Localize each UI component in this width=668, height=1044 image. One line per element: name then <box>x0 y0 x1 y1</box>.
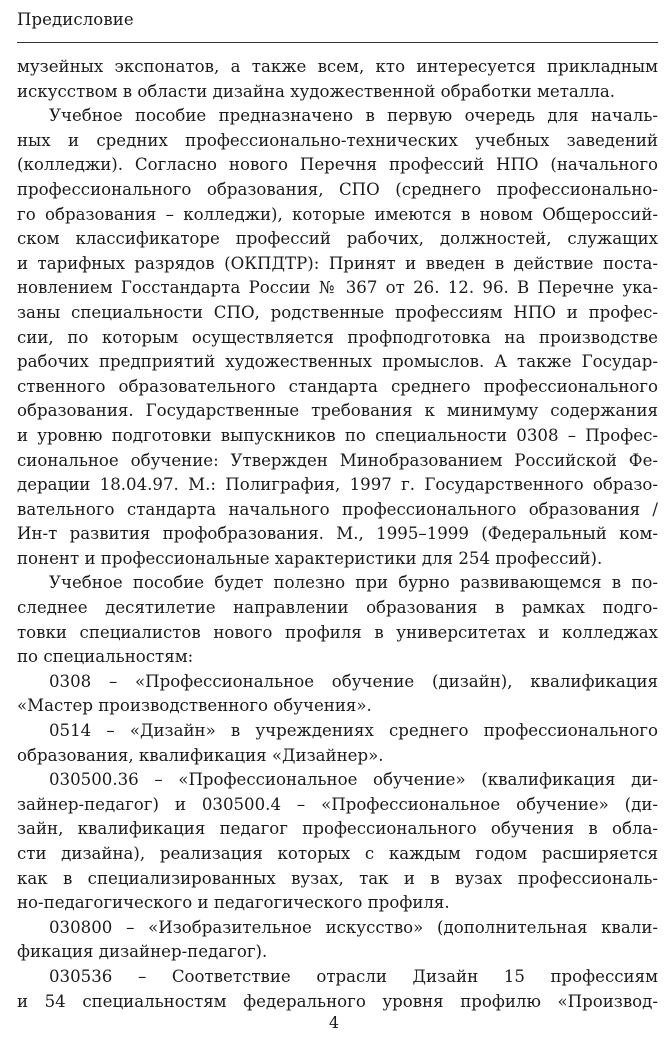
text-line: 030800 – «Изобразительное искусство» (дополнительная квали- <box>49 917 658 937</box>
text-line: новлением Госстандарта России № 367 от 26. 12. 96. В Перечне ука- <box>17 278 658 298</box>
text-line: 0308 – «Профессиональное обучение (дизайн), квалификация <box>49 671 658 691</box>
text-line: музейных экспонатов, а также всем, кто интересуется прикладным <box>17 57 658 76</box>
text-line: образования, квалификация «Дизайнер». <box>17 745 384 765</box>
text-line: и уровню подготовки выпускников по специальности 0308 – Профес- <box>17 425 658 445</box>
text-line: сии, по которым осуществляется профподготовка на производстве <box>17 327 658 347</box>
text-line: вательного стандарта начального профессионального образования / <box>17 499 658 519</box>
text-line: заны специальности СПО, родственные профессиям НПО и профес- <box>17 302 658 322</box>
text-line: 0514 – «Дизайн» в учреждениях среднего профессионального <box>49 721 658 741</box>
text-line: но-педагогического и педагогического профиля. <box>17 893 450 913</box>
text-line: 030500.36 – «Профессиональное обучение» (квалификация ди- <box>49 770 658 790</box>
header-rule <box>17 42 658 43</box>
text-line: фикация дизайнер-педагог). <box>17 942 268 962</box>
text-line: (колледжи). Согласно нового Перечня профессий НПО (начального <box>17 155 658 175</box>
text-line: образования. Государственные требования к минимуму содержания <box>17 401 658 421</box>
page-number: 4 <box>328 1013 340 1032</box>
text-line: Учебное пособие будет полезно при бурно развивающемся в по- <box>49 573 658 593</box>
text-line: дерации 18.04.97. М.: Полиграфия, 1997 г. Государственного образо- <box>17 475 658 495</box>
text-line: «Мастер производственного обучения». <box>17 696 372 716</box>
text-line: по специальностям: <box>17 647 194 667</box>
text-line: сти дизайна), реализация которых с каждым годом расширяется <box>17 844 658 863</box>
text-line: го образования – колледжи), которые имеются в новом Общероссий- <box>17 204 658 224</box>
text-line: сиональное обучение: Утвержден Минобразованием Российской Фе- <box>17 450 658 470</box>
body-text <box>17 55 658 1014</box>
text-line: зайн, квалификация педагог профессионального обучения в обла- <box>17 819 658 839</box>
text-line: профессионального образования, СПО (среднего профессионально- <box>17 179 658 199</box>
text-line: и тарифных разрядов (ОКПДТР): Принят и введен в действие поста- <box>17 253 658 273</box>
text-line: рабочих предприятий художественных промыслов. А также Государ- <box>17 352 658 372</box>
text-line: следнее десятилетие направлении образования в рамках подго- <box>17 598 658 618</box>
text-line: как в специализированных вузах, так и в вузах профессиональ- <box>17 868 658 888</box>
text-line: ных и средних профессионально-технических учебных заведений <box>17 130 658 150</box>
text-line: товки специалистов нового профиля в университетах и колледжах <box>17 622 658 642</box>
text-line: Учебное пособие предназначено в первую очередь для началь- <box>49 106 658 126</box>
text-line: искусством в области дизайна художественной обработки металла. <box>17 81 616 101</box>
text-line: понент и профессиональные характеристики для 254 профессий). <box>17 548 603 568</box>
text-line: и 54 специальностям федерального уровня профилю «Производ- <box>17 991 658 1011</box>
text-line: Ин-т развития профобразования. М., 1995–1999 (Федеральный ком- <box>17 524 658 544</box>
text-line: зайнер-педагог) и 030500.4 – «Профессиональное обучение» (ди- <box>17 794 658 814</box>
text-line: ственного образовательного стандарта среднего профессионального <box>17 376 658 396</box>
text-line: ском классификаторе профессий рабочих, должностей, служащих <box>17 229 658 249</box>
text-line: 030536 – Соответствие отрасли Дизайн 15 профессиям <box>49 966 658 986</box>
running-head: Предисловие <box>17 10 134 29</box>
